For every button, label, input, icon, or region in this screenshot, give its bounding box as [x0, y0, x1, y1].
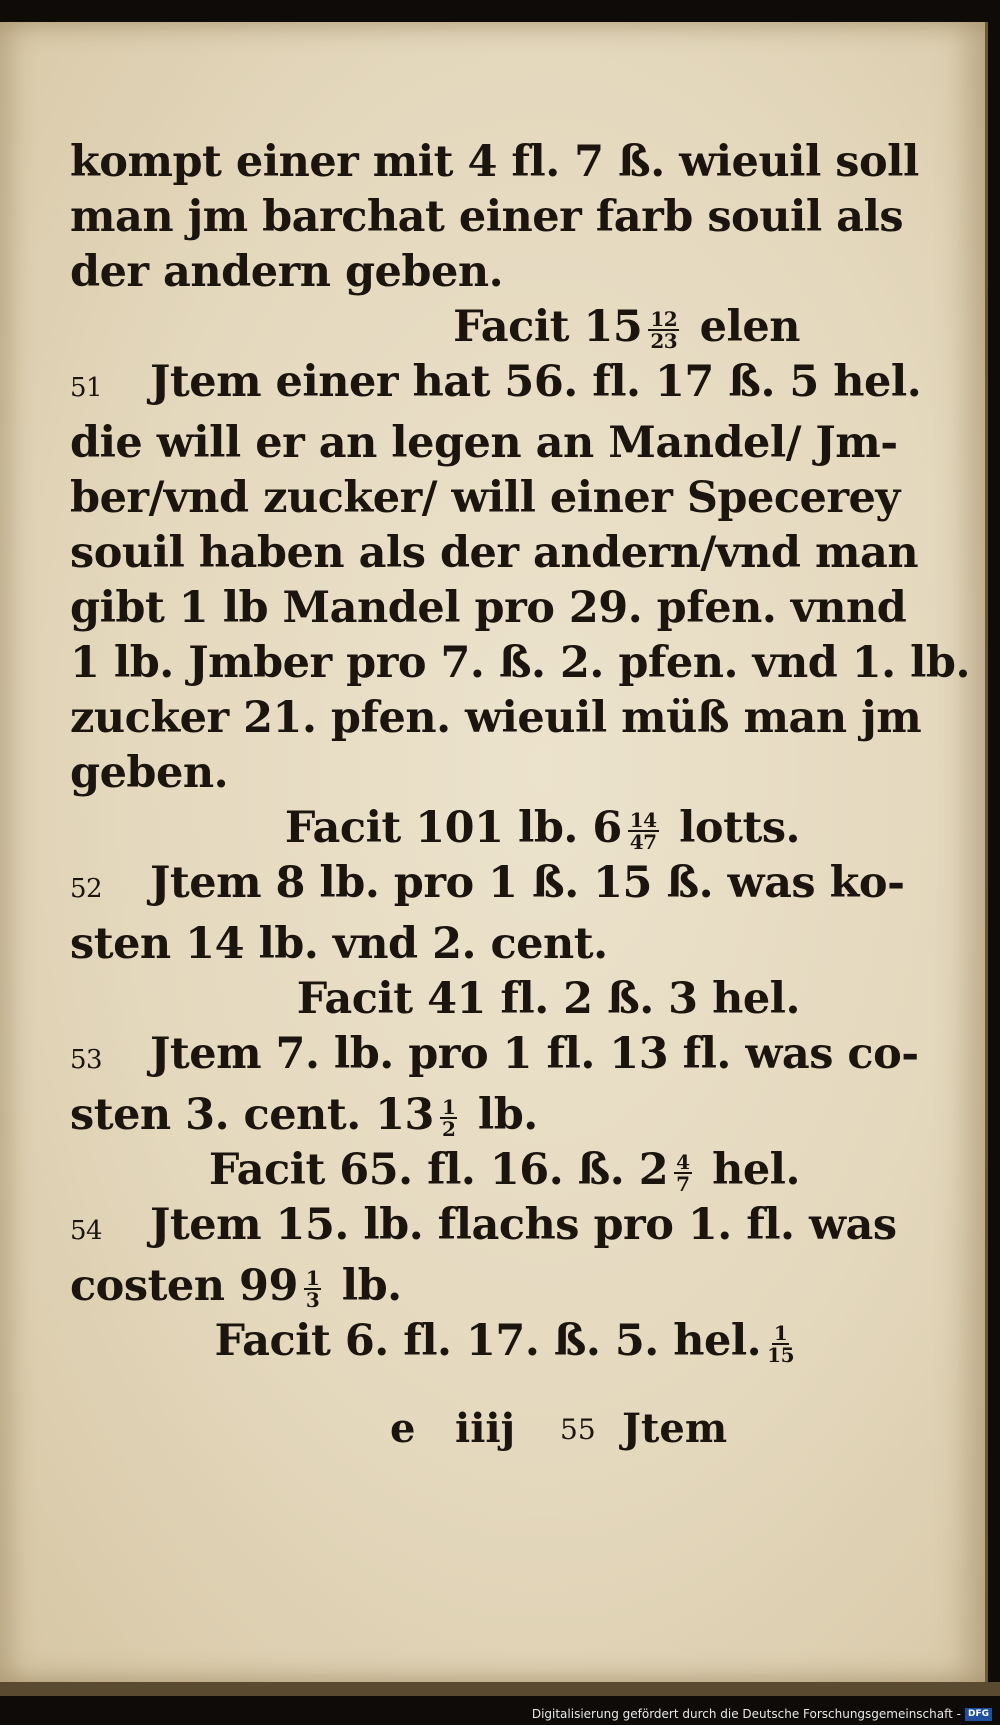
fraction-numerator: 4	[676, 1150, 690, 1174]
page-bottom-edge	[0, 1682, 1000, 1696]
catchword-number: 55	[560, 1413, 596, 1446]
digitization-credit	[532, 1705, 992, 1723]
line-text: sten 14 lb. vnd 2. cent.	[70, 919, 608, 969]
fraction-denominator: 15	[767, 1343, 794, 1367]
line-text: costen 99	[70, 1261, 298, 1311]
fraction	[674, 1152, 691, 1194]
line-text: Jtem 7. lb. pro 1 fl. 13 fl. was co-	[150, 1029, 919, 1079]
text-line	[70, 746, 800, 801]
line-suffix: lb.	[463, 1090, 538, 1140]
fraction	[648, 309, 679, 351]
line-suffix: lb.	[327, 1261, 402, 1311]
text-line	[70, 581, 907, 636]
fraction	[304, 1268, 321, 1310]
text-line	[70, 245, 800, 300]
fraction	[767, 1323, 794, 1365]
facit-line	[70, 1143, 800, 1198]
fraction-denominator: 3	[305, 1288, 320, 1312]
fraction	[628, 810, 659, 852]
line-text: die will er an legen an Mandel/ Jm-	[70, 418, 898, 468]
text-line	[70, 526, 919, 581]
line-suffix: elen	[685, 302, 800, 352]
line-text: gibt 1 lb Mandel pro 29. pfen. vnnd	[70, 583, 907, 633]
fraction-numerator: 1	[773, 1321, 788, 1345]
problem-line	[70, 1027, 919, 1088]
problem-line	[70, 355, 922, 416]
fraction-numerator: 1	[441, 1095, 456, 1119]
text-line	[70, 135, 919, 190]
text-line	[70, 691, 922, 746]
facit-line	[70, 972, 800, 1027]
text-line	[70, 917, 800, 972]
line-text: kompt einer mit 4 fl. 7 ß. wieuil soll	[70, 137, 919, 187]
facit-text: Facit 41 fl. 2 ß. 3 hel.	[296, 974, 800, 1024]
text-line	[70, 471, 900, 526]
line-text: ber/vnd zucker/ will einer Specerey	[70, 473, 900, 523]
fraction-numerator: 14	[629, 808, 657, 832]
fraction-denominator: 7	[676, 1172, 690, 1196]
problem-number: 51	[70, 373, 103, 403]
dfg-logo-badge: DFG	[965, 1708, 992, 1721]
page-text-block	[70, 135, 970, 1369]
line-text: Jtem 15. lb. flachs pro 1. fl. was	[150, 1200, 897, 1250]
facit-line	[70, 300, 800, 355]
line-text: zucker 21. pfen. wieuil müß man jm	[70, 693, 922, 743]
text-line	[70, 636, 970, 691]
signature-mark: e	[390, 1405, 416, 1452]
problem-number: 53	[70, 1045, 103, 1075]
facit-text: Facit 101 lb. 6	[284, 803, 622, 853]
facit-line	[70, 1314, 800, 1369]
fraction	[440, 1097, 457, 1139]
fraction-denominator: 47	[629, 830, 657, 854]
line-text: man jm barchat einer farb souil als	[70, 192, 904, 242]
page-footer	[390, 1405, 800, 1460]
line-text: Jtem 8 lb. pro 1 ß. 15 ß. was ko-	[150, 858, 905, 908]
problem-line	[70, 856, 905, 917]
fraction-denominator: 2	[441, 1117, 456, 1141]
line-text: Jtem einer hat 56. fl. 17 ß. 5 hel.	[150, 357, 922, 407]
credit-text: Digitalisierung gefördert durch die Deutsche Forschungsgemeinschaft -	[531, 1707, 961, 1721]
fraction-denominator: 23	[650, 329, 678, 353]
line-text: 1 lb. Jmber pro 7. ß. 2. pfen. vnd 1. lb.	[70, 638, 970, 688]
line-text: souil haben als der andern/vnd man	[70, 528, 919, 578]
line-text: sten 3. cent. 13	[70, 1090, 434, 1140]
line-text: der andern geben.	[70, 247, 504, 297]
fraction-numerator: 1	[305, 1266, 320, 1290]
signature-number: iiij	[455, 1405, 516, 1452]
line-text: geben.	[70, 748, 229, 798]
catchword: Jtem	[622, 1405, 728, 1452]
facit-text: Facit 6. fl. 17. ß. 5. hel.	[214, 1316, 762, 1366]
problem-number: 54	[70, 1216, 103, 1246]
facit-line	[70, 801, 800, 856]
line-suffix: hel.	[697, 1145, 800, 1195]
problem-line	[70, 1198, 897, 1259]
facit-text: Facit 65. fl. 16. ß. 2	[208, 1145, 669, 1195]
problem-number: 52	[70, 874, 103, 904]
line-suffix: lotts.	[664, 803, 800, 853]
fraction-numerator: 12	[650, 307, 678, 331]
text-line	[70, 190, 904, 245]
facit-text: Facit 15	[453, 302, 643, 352]
text-line	[70, 1259, 800, 1314]
text-line	[70, 1088, 800, 1143]
text-line	[70, 416, 898, 471]
